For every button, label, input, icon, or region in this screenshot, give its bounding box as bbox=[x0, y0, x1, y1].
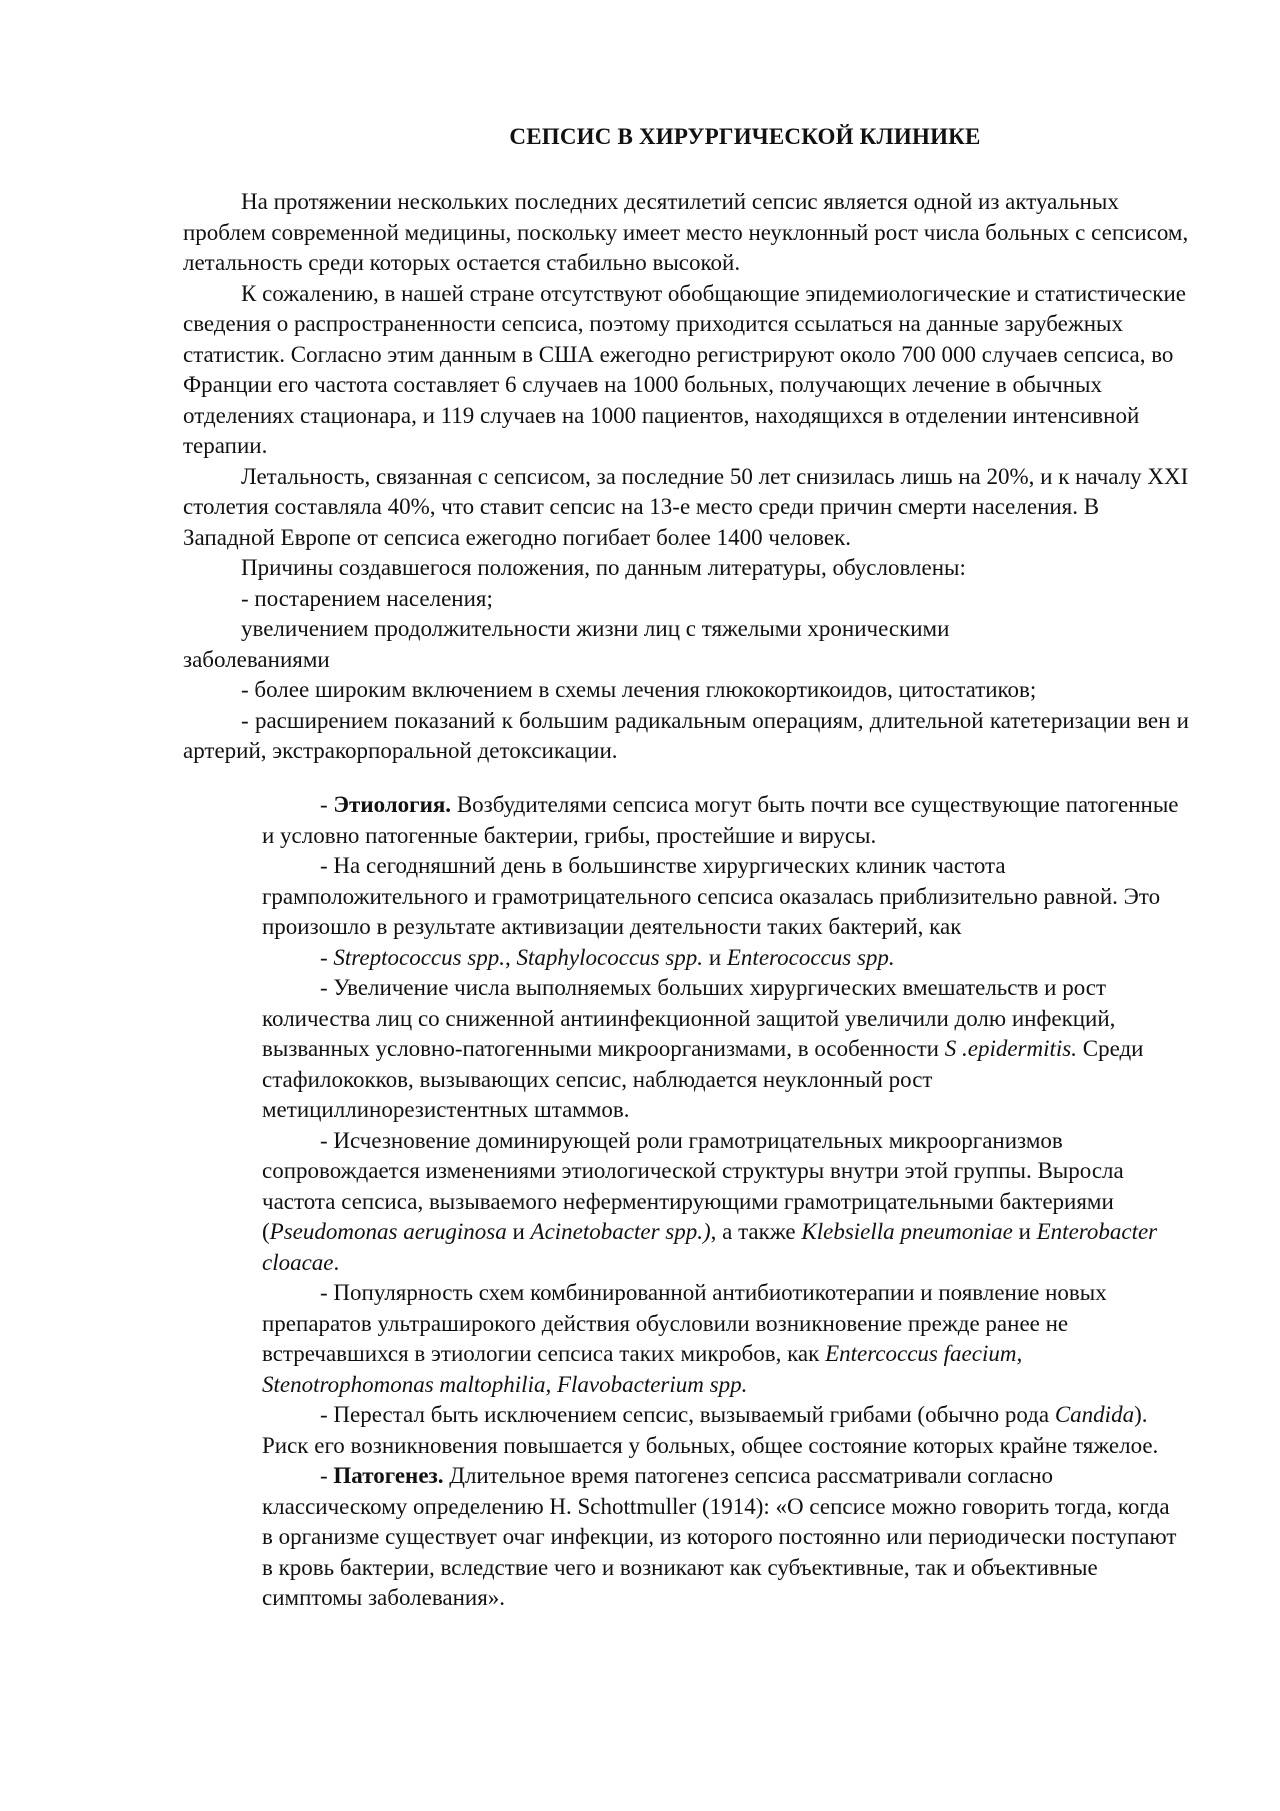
species-name: Pseudomonas aeruginosa bbox=[269, 1219, 507, 1244]
document-title: СЕПСИС В ХИРУРГИЧЕСКОЙ КЛИНИКЕ bbox=[509, 124, 981, 149]
gramneg-paragraph: - Исчезновение доминирующей роли грамотрицательных микроорганизмов сопровождается изменениями этиологической структуры внутри этой группы. Выросла частота сепсиса, вызываемого неферментирующими грамотрицательными бактериями (Pseudomonas aeruginosa и Acinetobacter spp.), а также Klebsiella pneumoniae и Enterobacter cloacae. bbox=[262, 1127, 1158, 1275]
bacteria-paragraph: - Streptococcus spp., Staphylococcus spp. и Enterococcus spp. bbox=[320, 944, 895, 970]
pathogenesis-heading: Патогенез. bbox=[333, 1463, 444, 1488]
species-name: Klebsiella pneumoniae bbox=[801, 1219, 1013, 1244]
popularity-paragraph: - Популярность схем комбинированной антибиотикотерапии и появление новых препаратов ультраширокого действия обусловили возникновение прежде ранее не встречавшихся в этиологии сепсиса таких микробов, как Entercoccus faecium, Stenotrophomonas maltophilia, Flavobacterium spp. bbox=[262, 1280, 1107, 1397]
etiology-heading: Этиология. bbox=[333, 792, 452, 817]
etiology-paragraph: - Этиология. Возбудителями сепсиса могут быть почти все существующие патогенные и условно патогенные бактерии, грибы, простейшие и вирусы. bbox=[262, 792, 1179, 848]
increase-paragraph: - Увеличение числа выполняемых больших хирургических вмешательств и рост количества лиц со сниженной антиинфекционной защитой увеличили долю инфекций, вызванных условно-патогенными микроорганизмами, в особенности S .epidermitis. Среди стафилококков, вызывающих сепсис, наблюдается неуклонный рост метициллинорезистентных штаммов. bbox=[262, 975, 1144, 1122]
intro-section bbox=[183, 187, 1189, 767]
intro-paragraph: Причины создавшегося положения, по данным литературы, обусловлены: bbox=[241, 555, 966, 580]
etiology-section bbox=[262, 790, 1182, 1614]
species-name: Enterococcus spp. bbox=[726, 944, 895, 970]
intro-paragraph: К сожалению, в нашей стране отсутствуют обобщающие эпидемиологические и статистические сведения о распространенности сепсиса, поэтому приходится ссылаться на данные зарубежных статистик. Согласно этим данным в США ежегодно регистрируют около 700 000 случаев сепсиса, во Франции его частота составляет 6 случаев на 1000 больных, получающих лечение в обычных отделениях стационара, и 119 случаев на 1000 пациентов, находящихся в отделении интенсивной терапии. bbox=[183, 280, 1186, 458]
species-name: Candida bbox=[1054, 1402, 1135, 1427]
species-name: Enterobacter cloacae bbox=[262, 1219, 1158, 1275]
cause-item-continuation: заболеваниями bbox=[183, 646, 330, 672]
cause-item: - расширением показаний к большим радикальным операциям, длительной катетеризации вен и артерий, экстракорпоральной детоксикации. bbox=[183, 707, 1189, 763]
cause-item: - более широким включением в схемы лечения глюкокортикоидов, цитостатиков; bbox=[241, 677, 1037, 702]
species-name: Entercoccus faecium, Stenotrophomonas maltophilia, Flavobacterium spp. bbox=[262, 1341, 1023, 1397]
species-name: Streptococcus spp., Staphylococcus spp. bbox=[333, 944, 704, 970]
species-name: S .epidermitis. bbox=[944, 1036, 1077, 1061]
pathogenesis-paragraph: - Патогенез. Длительное время патогенез сепсиса рассматривали согласно классическому определению H. Schottmuller (1914): «О сепсисе можно говорить тогда, когда в организме существует очаг инфекции, из которого постоянно или периодически поступают в кровь бактерии, вследствие чего и возникают как субъективные, так и объективные симптомы заболевания». bbox=[262, 1463, 1177, 1610]
fungi-paragraph: - Перестал быть исключением сепсис, вызываемый грибами (обычно рода Candida). Риск его возникновения повышается у больных, общее состояние которых крайне тяжелое. bbox=[262, 1402, 1159, 1458]
intro-paragraph: На протяжении нескольких последних десятилетий сепсис является одной из актуальных проблем современной медицины, поскольку имеет место неуклонный рост числа больных с сепсисом, летальность среди которых остается стабильно высокой. bbox=[183, 189, 1189, 275]
cause-item: увеличением продолжительности жизни лиц с тяжелыми хроническими bbox=[241, 616, 950, 641]
species-name: Acinetobacter spp.) bbox=[530, 1219, 711, 1244]
cause-item: - постарением населения; bbox=[241, 585, 493, 611]
intro-paragraph: Летальность, связанная с сепсисом, за последние 50 лет снизилась лишь на 20%, и к началу XXI столетия составляла 40%, что ставит сепсис на 13-е место среди причин смерти населения. В Западной Европе от сепсиса ежегодно погибает более 1400 человек. bbox=[183, 463, 1189, 550]
today-paragraph: - На сегодняшний день в большинстве хирургических клиник частота грамположительного и грамотрицательного сепсиса оказалась приблизительно равной. Это произошло в результате активизации деятельности таких бактерий, как bbox=[262, 853, 1161, 939]
